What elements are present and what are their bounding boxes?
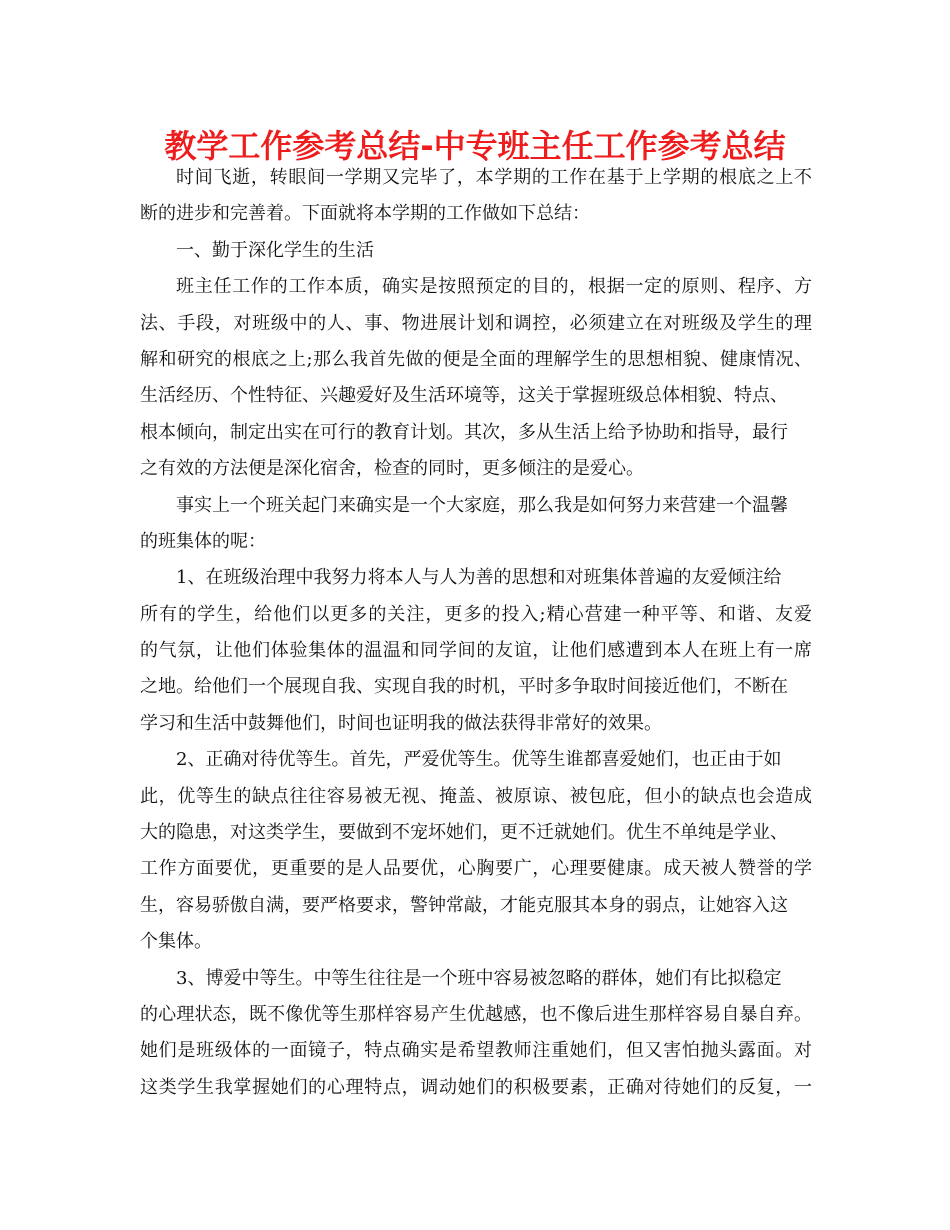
text-line: 时间飞逝，转眼间一学期又完毕了，本学期的工作在基于上学期的根底之上不: [176, 167, 812, 188]
text-line: 学习和生活中鼓舞他们，时间也证明我的做法获得非常好的效果。: [140, 712, 662, 734]
text-line: 她们是班级体的一面镜子，特点确实是希望教师注重她们，但又害怕抛头露面。对: [140, 1040, 812, 1062]
text-line: 断的进步和完善着。下面就将本学期的工作做如下总结：: [140, 203, 590, 225]
text-line: 之地。给他们一个展现自我、实现自我的时机，平时多争取时间接近他们，不断在: [140, 676, 788, 698]
text-line: 法、手段，对班级中的人、事、物进展计划和调控，必须建立在对班级及学生的理: [140, 312, 812, 334]
text-line: 一、勤于深化学生的生活: [176, 239, 374, 261]
text-line: 根本倾向，制定出实在可行的教育计划。其次，多从生活上给予协助和指导，最行: [140, 421, 788, 443]
text-line: 的气氛，让他们体验集体的温温和同学间的友谊，让他们感遭到本人在班上有一席: [140, 640, 812, 662]
text-line: 生，容易骄傲自满，要严格要求，警钟常敲，才能克服其本身的弱点，让她容入这: [140, 894, 788, 916]
text-line: 的心理状态，既不像优等生那样容易产生优越感，也不像后进生那样容易自暴自弃。: [140, 1003, 812, 1025]
text-line: 这类学生我掌握她们的心理特点，调动她们的积极要素，正确对待她们的反复，一: [140, 1076, 812, 1098]
text-line: 的班集体的呢：: [140, 530, 266, 552]
text-line: 3、博爱中等生。中等生往往是一个班中容易被忽略的群体，她们有比拟稳定: [176, 967, 782, 989]
text-line: 解和研究的根底之上;那么我首先做的便是全面的理解学生的思想相貌、健康情况、: [140, 348, 812, 370]
text-line: 大的隐患，对这类学生，要做到不宠坏她们，更不迁就她们。优生不单纯是学业、: [140, 822, 788, 844]
text-line: 事实上一个班关起门来确实是一个大家庭，那么我是如何努力来营建一个温馨: [176, 494, 788, 516]
text-line: 个集体。: [140, 931, 212, 953]
text-line: 班主任工作的工作本质，确实是按照预定的目的，根据一定的原则、程序、方: [176, 276, 812, 298]
text-line: 之有效的方法便是深化宿舍，检查的同时，更多倾注的是爱心。: [140, 458, 644, 480]
text-line: 此，优等生的缺点往往容易被无视、掩盖、被原谅、被包庇，但小的缺点也会造成: [140, 785, 812, 807]
text-line: 生活经历、个性特征、兴趣爱好及生活环境等，这关于掌握班级总体相貌、特点、: [140, 385, 788, 407]
text-line: 2、正确对待优等生。首先，严爱优等生。优等生谁都喜爱她们，也正由于如: [176, 749, 782, 771]
text-line: 1、在班级治理中我努力将本人与人为善的思想和对班集体普遍的友爱倾注给: [176, 567, 782, 589]
document-body: [140, 160, 812, 1106]
text-line: 工作方面要优，更重要的是人品要优，心胸要广，心理要健康。成天被人赞誉的学: [140, 858, 812, 880]
document-title: 教学工作参考总结-中专班主任工作参考总结: [164, 127, 786, 165]
text-line: 所有的学生，给他们以更多的关注，更多的投入;精心营建一种平等、和谐、友爱: [140, 603, 812, 625]
